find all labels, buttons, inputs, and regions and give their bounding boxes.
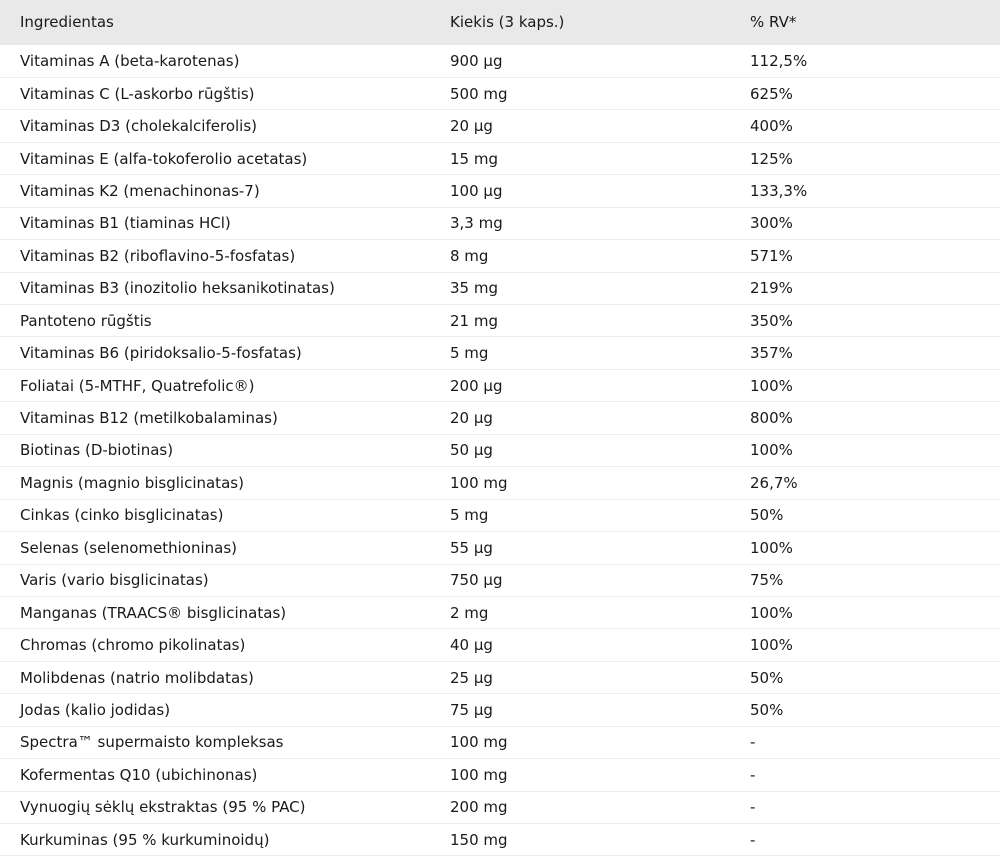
cell-amount: 20 µg: [450, 409, 493, 428]
table-row: [0, 369, 1000, 401]
cell-ingredient: Pantoteno rūgštis: [20, 311, 152, 330]
table-row: [0, 694, 1000, 726]
cell-amount: 55 µg: [450, 538, 493, 557]
cell-amount: 25 µg: [450, 668, 493, 687]
cell-ingredient: Vitaminas C (L-askorbo rūgštis): [20, 84, 255, 103]
cell-amount: 20 µg: [450, 117, 493, 136]
cell-rv: 100%: [750, 538, 793, 557]
cell-amount: 35 mg: [450, 279, 498, 298]
cell-amount: 100 mg: [450, 473, 508, 492]
table-row: [0, 77, 1000, 109]
table-row: [0, 142, 1000, 174]
table-row: [0, 726, 1000, 758]
table-row: [0, 207, 1000, 239]
cell-ingredient: Vitaminas K2 (menachinonas-7): [20, 181, 260, 200]
cell-amount: 15 mg: [450, 149, 498, 168]
cell-amount: 100 mg: [450, 765, 508, 784]
cell-ingredient: Vitaminas B1 (tiaminas HCl): [20, 214, 231, 233]
cell-rv: 50%: [750, 700, 784, 719]
cell-rv: -: [750, 830, 756, 849]
cell-amount: 200 µg: [450, 376, 503, 395]
cell-rv: 100%: [750, 376, 793, 395]
cell-rv: 50%: [750, 506, 784, 525]
cell-ingredient: Cinkas (cinko bisglicinatas): [20, 506, 224, 525]
table-row: [0, 824, 1000, 856]
cell-ingredient: Molibdenas (natrio molibdatas): [20, 668, 254, 687]
cell-rv: 50%: [750, 668, 784, 687]
cell-ingredient: Vynuogių sėklų ekstraktas (95 % PAC): [20, 798, 306, 817]
cell-ingredient: Vitaminas B3 (inozitolio heksanikotinatas): [20, 279, 335, 298]
cell-ingredient: Vitaminas A (beta-karotenas): [20, 51, 240, 70]
table-row: [0, 661, 1000, 693]
cell-rv: 100%: [750, 636, 793, 655]
cell-rv: 350%: [750, 311, 793, 330]
cell-ingredient: Kurkuminas (95 % kurkuminoidų): [20, 830, 270, 849]
cell-ingredient: Selenas (selenomethioninas): [20, 538, 238, 557]
table-row: [0, 110, 1000, 142]
cell-ingredient: Vitaminas B6 (piridoksalio-5-fosfatas): [20, 344, 302, 363]
cell-amount: 40 µg: [450, 636, 493, 655]
cell-amount: 150 mg: [450, 830, 508, 849]
cell-rv: 625%: [750, 84, 793, 103]
cell-ingredient: Vitaminas D3 (cholekalciferolis): [20, 117, 257, 136]
header-row: [0, 0, 1000, 45]
cell-amount: 2 mg: [450, 603, 489, 622]
cell-amount: 5 mg: [450, 344, 489, 363]
header-ingredient: Ingredientas: [20, 12, 114, 31]
table-row: [0, 434, 1000, 466]
cell-rv: 357%: [750, 344, 793, 363]
cell-rv: 112,5%: [750, 51, 808, 70]
cell-rv: 400%: [750, 117, 793, 136]
header-rv: % RV*: [750, 12, 797, 31]
cell-rv: 100%: [750, 441, 793, 460]
cell-amount: 75 µg: [450, 700, 493, 719]
cell-amount: 21 mg: [450, 311, 498, 330]
cell-rv: 800%: [750, 409, 793, 428]
cell-ingredient: Vitaminas B12 (metilkobalaminas): [20, 409, 278, 428]
table-row: [0, 45, 1000, 77]
table-row: [0, 791, 1000, 823]
table-row: [0, 272, 1000, 304]
cell-rv: 26,7%: [750, 473, 798, 492]
cell-rv: -: [750, 765, 756, 784]
table-body: [0, 45, 1000, 856]
table-row: [0, 467, 1000, 499]
cell-ingredient: Manganas (TRAACS® bisglicinatas): [20, 603, 287, 622]
cell-amount: 5 mg: [450, 506, 489, 525]
cell-rv: 100%: [750, 603, 793, 622]
cell-amount: 100 mg: [450, 733, 508, 752]
cell-amount: 3,3 mg: [450, 214, 503, 233]
cell-ingredient: Jodas (kalio jodidas): [20, 700, 171, 719]
table-row: [0, 759, 1000, 791]
cell-rv: 125%: [750, 149, 793, 168]
cell-ingredient: Spectra™ supermaisto kompleksas: [20, 733, 284, 752]
cell-ingredient: Vitaminas B2 (riboflavino-5-fosfatas): [20, 246, 296, 265]
table-row: [0, 337, 1000, 369]
table-row: [0, 175, 1000, 207]
table-row: [0, 305, 1000, 337]
cell-amount: 500 mg: [450, 84, 508, 103]
cell-rv: -: [750, 798, 756, 817]
cell-amount: 50 µg: [450, 441, 493, 460]
table-row: [0, 499, 1000, 531]
table-row: [0, 629, 1000, 661]
table-row: [0, 564, 1000, 596]
cell-rv: -: [750, 733, 756, 752]
cell-ingredient: Biotinas (D-biotinas): [20, 441, 174, 460]
table-row: [0, 402, 1000, 434]
cell-ingredient: Magnis (magnio bisglicinatas): [20, 473, 244, 492]
cell-ingredient: Varis (vario bisglicinatas): [20, 571, 209, 590]
header-amount: Kiekis (3 kaps.): [450, 12, 565, 31]
cell-rv: 300%: [750, 214, 793, 233]
cell-rv: 571%: [750, 246, 793, 265]
cell-ingredient: Kofermentas Q10 (ubichinonas): [20, 765, 258, 784]
table-row: [0, 532, 1000, 564]
cell-rv: 133,3%: [750, 181, 808, 200]
table-row: [0, 596, 1000, 628]
cell-amount: 200 mg: [450, 798, 508, 817]
cell-rv: 75%: [750, 571, 784, 590]
table-row: [0, 240, 1000, 272]
cell-amount: 900 µg: [450, 51, 503, 70]
cell-amount: 750 µg: [450, 571, 503, 590]
cell-ingredient: Vitaminas E (alfa-tokoferolio acetatas): [20, 149, 308, 168]
cell-amount: 8 mg: [450, 246, 489, 265]
cell-rv: 219%: [750, 279, 793, 298]
cell-ingredient: Chromas (chromo pikolinatas): [20, 636, 246, 655]
cell-amount: 100 µg: [450, 181, 503, 200]
cell-ingredient: Foliatai (5-MTHF, Quatrefolic®): [20, 376, 255, 395]
table-header: [0, 0, 1000, 45]
